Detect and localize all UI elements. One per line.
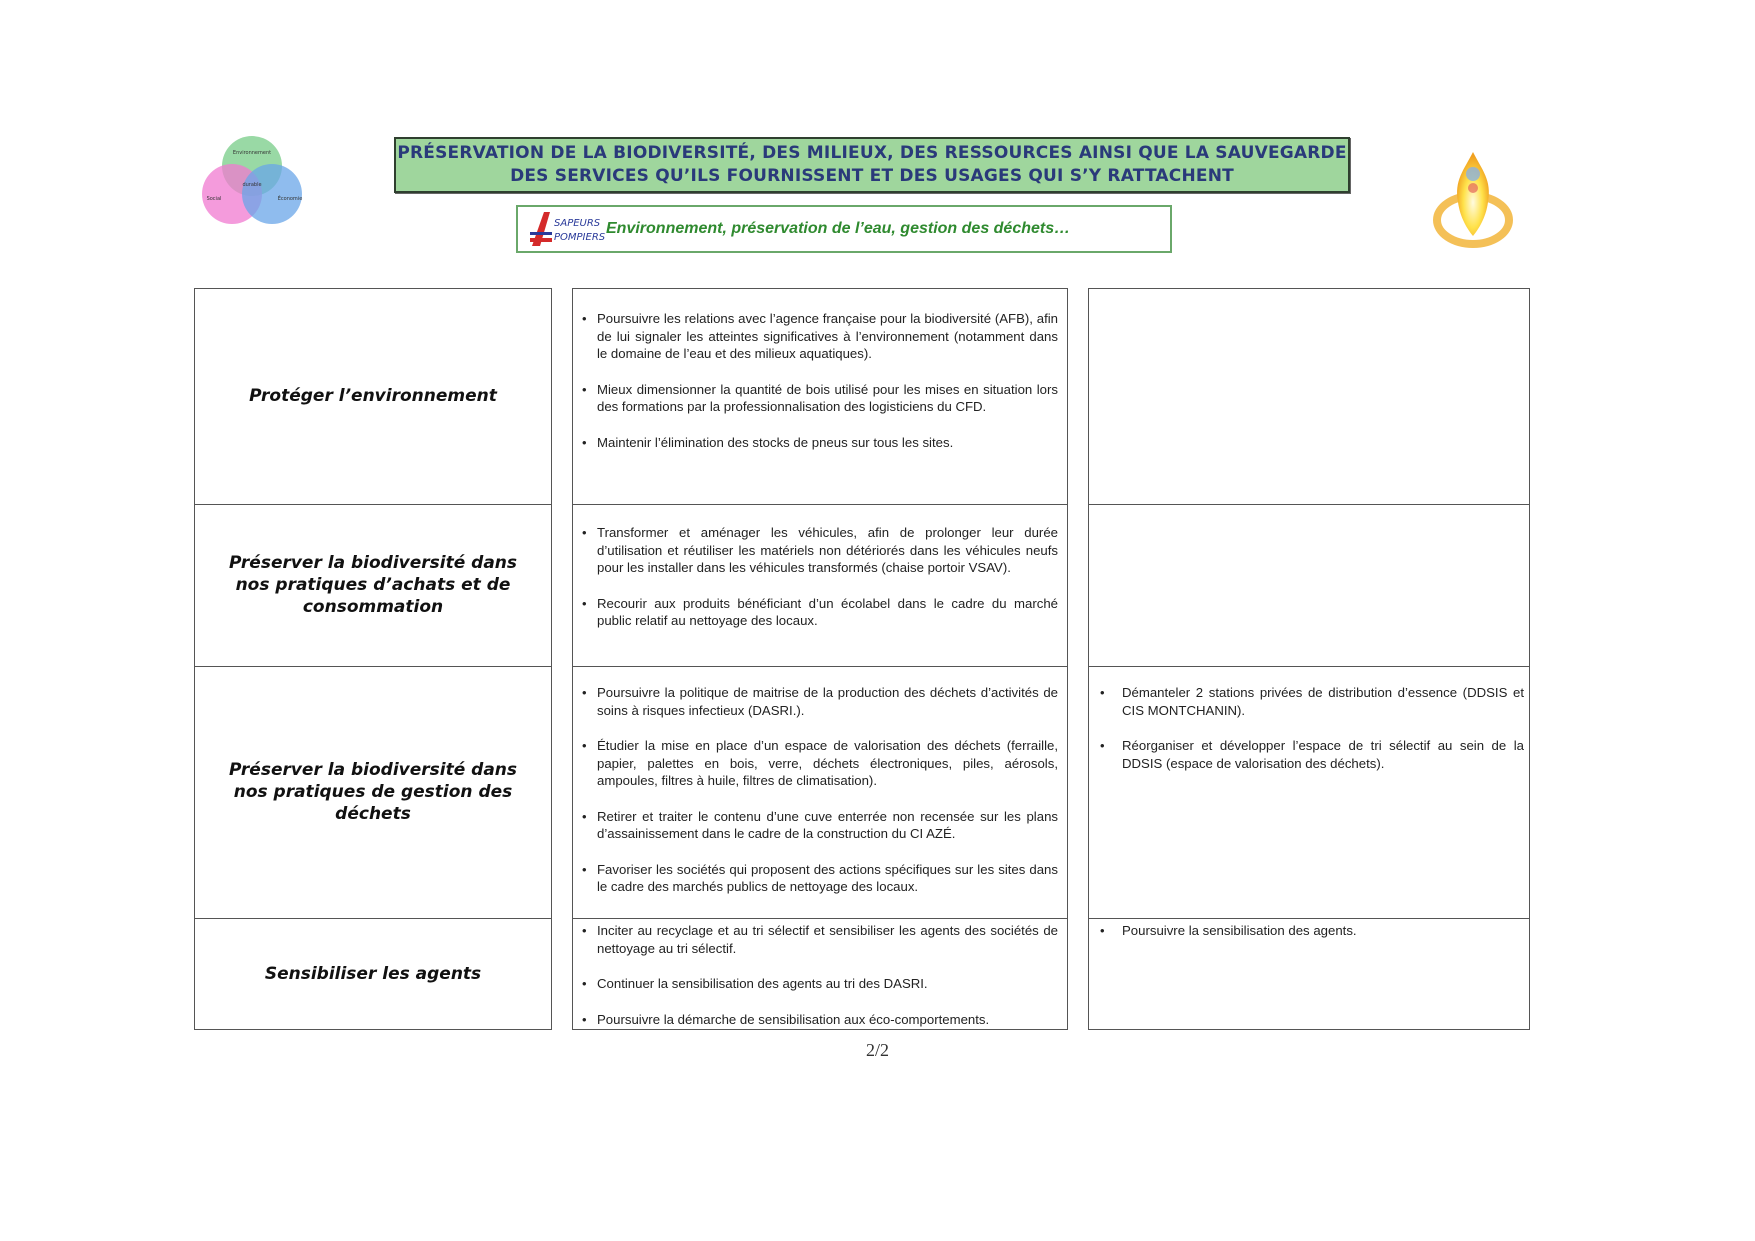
list-item: • Poursuivre la démarche de sensibilisation aux éco-comportements.: [580, 1011, 1058, 1029]
row-4-extra: [1088, 922, 1524, 958]
sapeurs-pompiers-logo: [528, 208, 606, 250]
venn-label-left: Social: [206, 196, 222, 202]
logo-text-sapeurs: SAPEURS: [554, 218, 601, 229]
row-divider: [1088, 918, 1530, 919]
row-heading-dechets-text: Préserver la biodiversité dans nos pratiques de gestion des déchets: [228, 760, 518, 824]
list-item: • Recourir aux produits bénéficiant d’un écolabel dans le cadre du marché public relatif au nettoyage des locaux.: [580, 595, 1058, 630]
list-item: • Poursuivre la sensibilisation des agents.: [1088, 922, 1524, 940]
list-item: • Étudier la mise en place d’un espace de valorisation des déchets (ferraille, papier, palettes en bois, verre, déchets électroniques, piles, aérosols, ampoules, filtres à huile, filtres de climatisation).: [580, 737, 1058, 790]
row-divider: [572, 918, 1068, 919]
row-divider: [1088, 666, 1530, 667]
page-number: 2/2: [866, 1040, 890, 1060]
row-3-extra: [1088, 684, 1524, 790]
row-heading-sensibiliser: Sensibiliser les agents: [264, 964, 482, 984]
row-heading-proteger: Protéger l’environnement: [249, 386, 497, 406]
list-item: • Mieux dimensionner la quantité de bois utilisé pour les mises en situation lors des formations par la professionnalisation des logisticiens du CFD.: [580, 381, 1058, 416]
title-line-2: DES SERVICES QU’ILS FOURNISSENT ET DES USAGES QUI S’Y RATTACHENT: [510, 166, 1234, 186]
row-heading-achats: [194, 504, 552, 666]
row-divider: [1088, 504, 1530, 505]
document-title-box: [394, 137, 1350, 193]
row-divider: [572, 504, 1068, 505]
venn-label-top: Environnement: [232, 150, 272, 156]
sustainability-venn-logo: [196, 134, 308, 230]
row-1-actions: [580, 310, 1058, 469]
list-item: • Continuer la sensibilisation des agents au tri des DASRI.: [580, 975, 1058, 993]
list-item: • Poursuivre les relations avec l’agence française pour la biodiversité (AFB), afin de lui signaler les atteintes significatives à l’environnement (notamment dans le domaine de l’eau et des milieux aquatiques).: [580, 310, 1058, 363]
list-item: • Maintenir l’élimination des stocks de pneus sur tous les sites.: [580, 434, 1058, 452]
row-2-actions: [580, 524, 1058, 648]
list-item: • Favoriser les sociétés qui proposent des actions spécifiques sur les sites dans le cadre des marchés publics de nettoyage des locaux.: [580, 861, 1058, 896]
list-item: • Transformer et aménager les véhicules, afin de prolonger leur durée d’utilisation et réutiliser les matériels non détériorés dans les véhicules neufs pour les installer dans les véhicules transformés (chaise portoir VSAV).: [580, 524, 1058, 577]
row-heading-dechets: [194, 666, 552, 918]
list-item: • Inciter au recyclage et au tri sélectif et sensibiliser les agents des sociétés de nettoyage au tri sélectif.: [580, 922, 1058, 957]
list-item: • Réorganiser et développer l’espace de tri sélectif au sein de la DDSIS (espace de valorisation des déchets).: [1088, 737, 1524, 772]
venn-label-center: durable: [242, 182, 262, 188]
logo-text-pompiers: POMPIERS: [554, 232, 606, 243]
row-4-actions: [580, 922, 1058, 1046]
subtitle-box: [516, 205, 1172, 253]
row-3-actions: [580, 684, 1058, 914]
title-line-1: PRÉSERVATION DE LA BIODIVERSITÉ, DES MILIEUX, DES RESSOURCES AINSI QUE LA SAUVEGARDE: [397, 143, 1347, 163]
list-item: • Démanteler 2 stations privées de distribution d’essence (DDSIS et CIS MONTCHANIN).: [1088, 684, 1524, 719]
row-heading-achats-text: Préserver la biodiversité dans nos pratiques d’achats et de consommation: [228, 553, 518, 617]
list-item: • Poursuivre la politique de maitrise de la production des déchets d’activités de soins à risques infectieux (DASRI.).: [580, 684, 1058, 719]
subtitle-text: Environnement, préservation de l’eau, gestion des déchets…: [606, 220, 1071, 237]
venn-label-right: Économie: [277, 196, 303, 202]
row-divider: [572, 666, 1068, 667]
flame-emblem-icon: [1432, 146, 1514, 252]
list-item: • Retirer et traiter le contenu d’une cuve enterrée non recensée sur les plans d’assainissement dans le cadre de la construction du CI AZÉ.: [580, 808, 1058, 843]
